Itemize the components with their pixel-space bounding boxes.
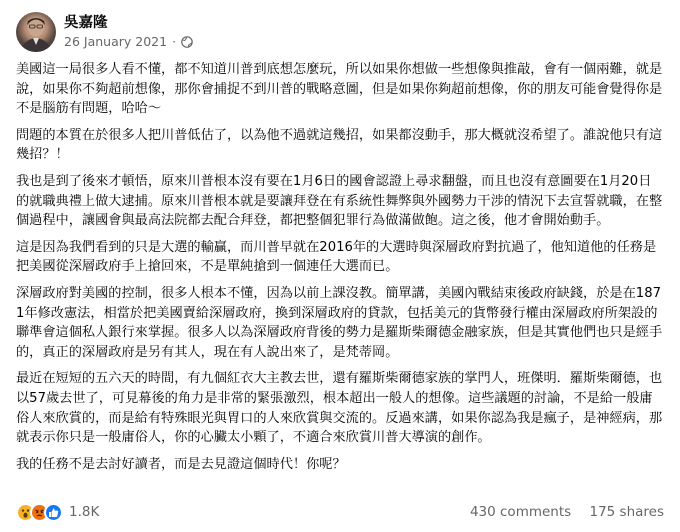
post-paragraph: 美國這一局很多人看不懂，都不知道川普到底想怎麼玩，所以如果你想做一些想像與推敲，會有一個兩難，就是說，如果你不夠超前想像，那你會捕捉不到川普的戰略意圖，但是如果你夠超前想像，你的朋友可能會覺得你是不是腦筋有問題，哈哈￼～ (16, 62, 663, 117)
post-body (16, 60, 664, 481)
post-paragraph: 這是因為我們看到的只是大選的輸贏，而川普早就在2016年的大選時與深層政府對抗過了，他知道他的任務是把美國從深層政府手上搶回來，不是單純搶到一個連任大選而已￼。 (16, 239, 657, 275)
like-reaction-icon[interactable] (44, 503, 63, 522)
reactions-count[interactable]: 1.8K (69, 504, 100, 520)
post-meta (64, 14, 193, 50)
author-avatar[interactable] (16, 12, 56, 52)
post-paragraph: 我的任務不是去討好讀者，而是去見證這個時代！你呢？ ￼ (16, 456, 350, 472)
post-paragraph: 深層政府對美國的控制，很多人根本不懂，因為以前上課沒教。簡單講，美國內戰結束後政府缺錢，於是在1871年修改憲法，相當於把美國賣給深層政府，換到深層政府的貸款￼，包括美元的貨幣發行權由深層政府所架設的聯準會這個私人銀行來掌握。￼很多人以為深層政府背後的勢力是羅斯柴爾德金融家族，但是其實他們也只是經手的，真正的深層政府是另有其人，現在有人說出來了，是梵蒂岡￼。 (16, 285, 663, 360)
shares-count[interactable]: 175 shares (589, 504, 664, 520)
post-header (16, 12, 193, 52)
comments-count[interactable]: 430 comments (469, 504, 572, 520)
globe-icon[interactable] (181, 36, 193, 48)
post-date[interactable]: 26 January 2021 (64, 34, 168, 49)
post-paragraph: 最近在短短的五六天的時間，有九個紅衣大主教去世，還有羅斯柴爾德家族的掌門人，班傑明．羅斯柴爾德，也以57歲去世了，可見幕後的角力是非常的緊張激烈，根本超出一般人的想像￼￼。這些議題的討論，不是給一般庸俗人來欣賞的，而是給有特殊眼光與胃口的人來欣賞與交流的。￼反過來講，如果你認為我是瘋子，是神經病，那就表示你只是一般庸俗人，你的心臟太小顆了，不適合來欣賞川普大導演的創作。￼ (16, 371, 663, 446)
post-subline (64, 34, 193, 50)
post-stats-bar (16, 501, 664, 523)
post-paragraph: 問題的本質在於很多人把川普低估了，以為他不過就這幾招，如果都沒動手，那大概就沒希望了。￼誰說他只有這幾招？！ ￼ (16, 127, 663, 163)
separator-dot: · (172, 34, 177, 49)
reactions-summary[interactable] (16, 503, 99, 522)
post-paragraph: 我也是到了後來才頓悟，原來川普根本沒有要在1月6日的國會認證上尋求翻盤，而且也沒有意圖要在1月20日的就職典禮上做大逮捕。原來川普根本就是要讓拜登在有系統性舞弊與外國勢力干涉的情況下去宣誓就職，在整個過程中，￼讓國會與最高法院都去配合拜登，都把整個犯罪行為做滿做飽。這之後，他才會開始動手。 (16, 173, 663, 229)
author-name[interactable]: 吳嘉隆 (64, 15, 108, 31)
avatar-portrait-icon (16, 12, 56, 52)
engagement-counts (470, 504, 664, 520)
